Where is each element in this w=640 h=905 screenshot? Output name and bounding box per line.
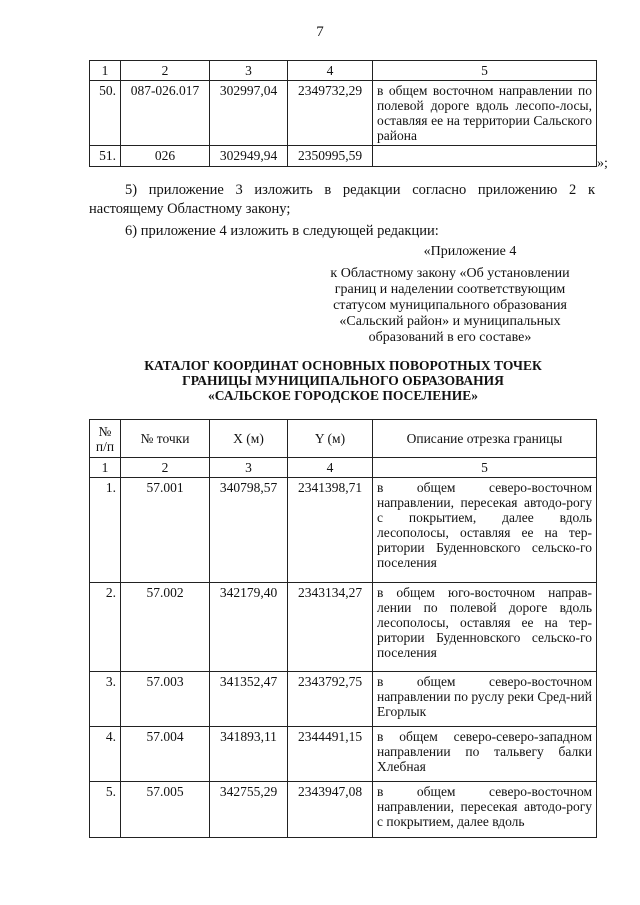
point-number: 026 — [121, 146, 210, 167]
table-index-cell: 3 — [210, 61, 288, 81]
x-coordinate: 342179,40 — [210, 583, 288, 672]
table-row — [90, 672, 597, 727]
paragraph-item-5 — [89, 181, 595, 219]
row-number: 3. — [90, 672, 121, 727]
y-coordinate: 2343134,27 — [288, 583, 373, 672]
appendix-line: к Областному закону «Об установлении — [330, 266, 570, 281]
point-number: 57.005 — [121, 782, 210, 838]
y-coordinate: 2343792,75 — [288, 672, 373, 727]
paragraph-text: 5) приложение 3 изложить в редакции согласно приложению 2 к настоящему Областному закону; — [89, 182, 595, 217]
table-index-row — [90, 61, 597, 81]
table-index-cell: 2 — [121, 61, 210, 81]
x-coordinate: 302997,04 — [210, 81, 288, 146]
appendix-heading — [300, 244, 600, 346]
appendix-line: образований в его составе» — [368, 330, 532, 345]
row-number: 50. — [90, 81, 121, 146]
column-header-description: Описание отрезка границы — [373, 420, 597, 458]
y-coordinate: 2344491,15 — [288, 727, 373, 782]
paragraph-text: 6) приложение 4 изложить в следующей редакции: — [125, 223, 439, 239]
table-row — [90, 727, 597, 782]
table-header-row — [90, 420, 597, 458]
row-number: 51. — [90, 146, 121, 167]
column-header-y: Y (м) — [288, 420, 373, 458]
catalog-title — [89, 358, 597, 403]
paragraph-item-6 — [89, 222, 595, 241]
segment-description — [373, 146, 597, 167]
appendix-line: статусом муниципального образования — [333, 298, 567, 313]
column-header-number — [90, 420, 121, 458]
table-row — [90, 583, 597, 672]
row-number: 2. — [90, 583, 121, 672]
y-coordinate: 2350995,59 — [288, 146, 373, 167]
header-line: № — [98, 423, 112, 439]
row-number: 4. — [90, 727, 121, 782]
table-row — [90, 81, 597, 146]
table-index-row — [90, 458, 597, 478]
row-number: 1. — [90, 478, 121, 583]
y-coordinate: 2349732,29 — [288, 81, 373, 146]
y-coordinate: 2341398,71 — [288, 478, 373, 583]
x-coordinate: 341352,47 — [210, 672, 288, 727]
x-coordinate: 342755,29 — [210, 782, 288, 838]
catalog-title-line: ГРАНИЦЫ МУНИЦИПАЛЬНОГО ОБРАЗОВАНИЯ — [182, 373, 504, 388]
header-line: п/п — [95, 438, 115, 454]
table-index-cell: 1 — [90, 458, 121, 478]
column-header-x: X (м) — [210, 420, 288, 458]
appendix-title: «Приложение 4 — [423, 244, 517, 259]
table-index-cell: 5 — [373, 458, 597, 478]
page-number: 7 — [316, 24, 324, 40]
appendix-line: «Сальский район» и муниципальных — [339, 314, 561, 329]
segment-description: в общем северо-восточном направлении, пересекая автодо-рогу с покрытием, далее вдоль — [373, 782, 597, 838]
point-number: 087-026.017 — [121, 81, 210, 146]
table-index-cell: 3 — [210, 458, 288, 478]
table-row — [90, 146, 597, 167]
table-row — [90, 782, 597, 838]
segment-description: в общем северо-восточном направлении по руслу реки Сред-ний Егорлык — [373, 672, 597, 727]
table-index-cell: 5 — [373, 61, 597, 81]
x-coordinate: 341893,11 — [210, 727, 288, 782]
closing-quote: »; — [597, 156, 608, 171]
continued-coordinates-table — [89, 60, 597, 167]
point-number: 57.002 — [121, 583, 210, 672]
segment-description: в общем восточном направлении по полевой дороге вдоль лесопо-лосы, оставляя ее на территории Сальского района — [373, 81, 597, 146]
column-header-point: № точки — [121, 420, 210, 458]
segment-description: в общем юго-восточном направ-лении по полевой дороге вдоль лесополосы, оставляя ее на тер-ритории Буденновского сельско-го поселения — [373, 583, 597, 672]
x-coordinate: 340798,57 — [210, 478, 288, 583]
segment-description: в общем северо-восточном направлении, пересекая автодо-рогу с покрытием, далее вдоль лесополосы, оставляя ее на тер-ритории Буденновского сельско-го поселения — [373, 478, 597, 583]
point-number: 57.003 — [121, 672, 210, 727]
table-index-cell: 2 — [121, 458, 210, 478]
appendix-line: границ и наделении соответствующим — [334, 282, 566, 297]
segment-description: в общем северо-северо-западном направлении по тальвегу балки Хлебная — [373, 727, 597, 782]
table-index-cell: 4 — [288, 61, 373, 81]
x-coordinate: 302949,94 — [210, 146, 288, 167]
table-index-cell: 4 — [288, 458, 373, 478]
point-number: 57.001 — [121, 478, 210, 583]
table-index-cell: 1 — [90, 61, 121, 81]
row-number: 5. — [90, 782, 121, 838]
coordinates-catalog-table — [89, 419, 597, 838]
catalog-title-line: КАТАЛОГ КООРДИНАТ ОСНОВНЫХ ПОВОРОТНЫХ ТОЧЕК — [144, 358, 542, 373]
catalog-title-line: «САЛЬСКОЕ ГОРОДСКОЕ ПОСЕЛЕНИЕ» — [208, 388, 478, 403]
table-row — [90, 478, 597, 583]
y-coordinate: 2343947,08 — [288, 782, 373, 838]
point-number: 57.004 — [121, 727, 210, 782]
